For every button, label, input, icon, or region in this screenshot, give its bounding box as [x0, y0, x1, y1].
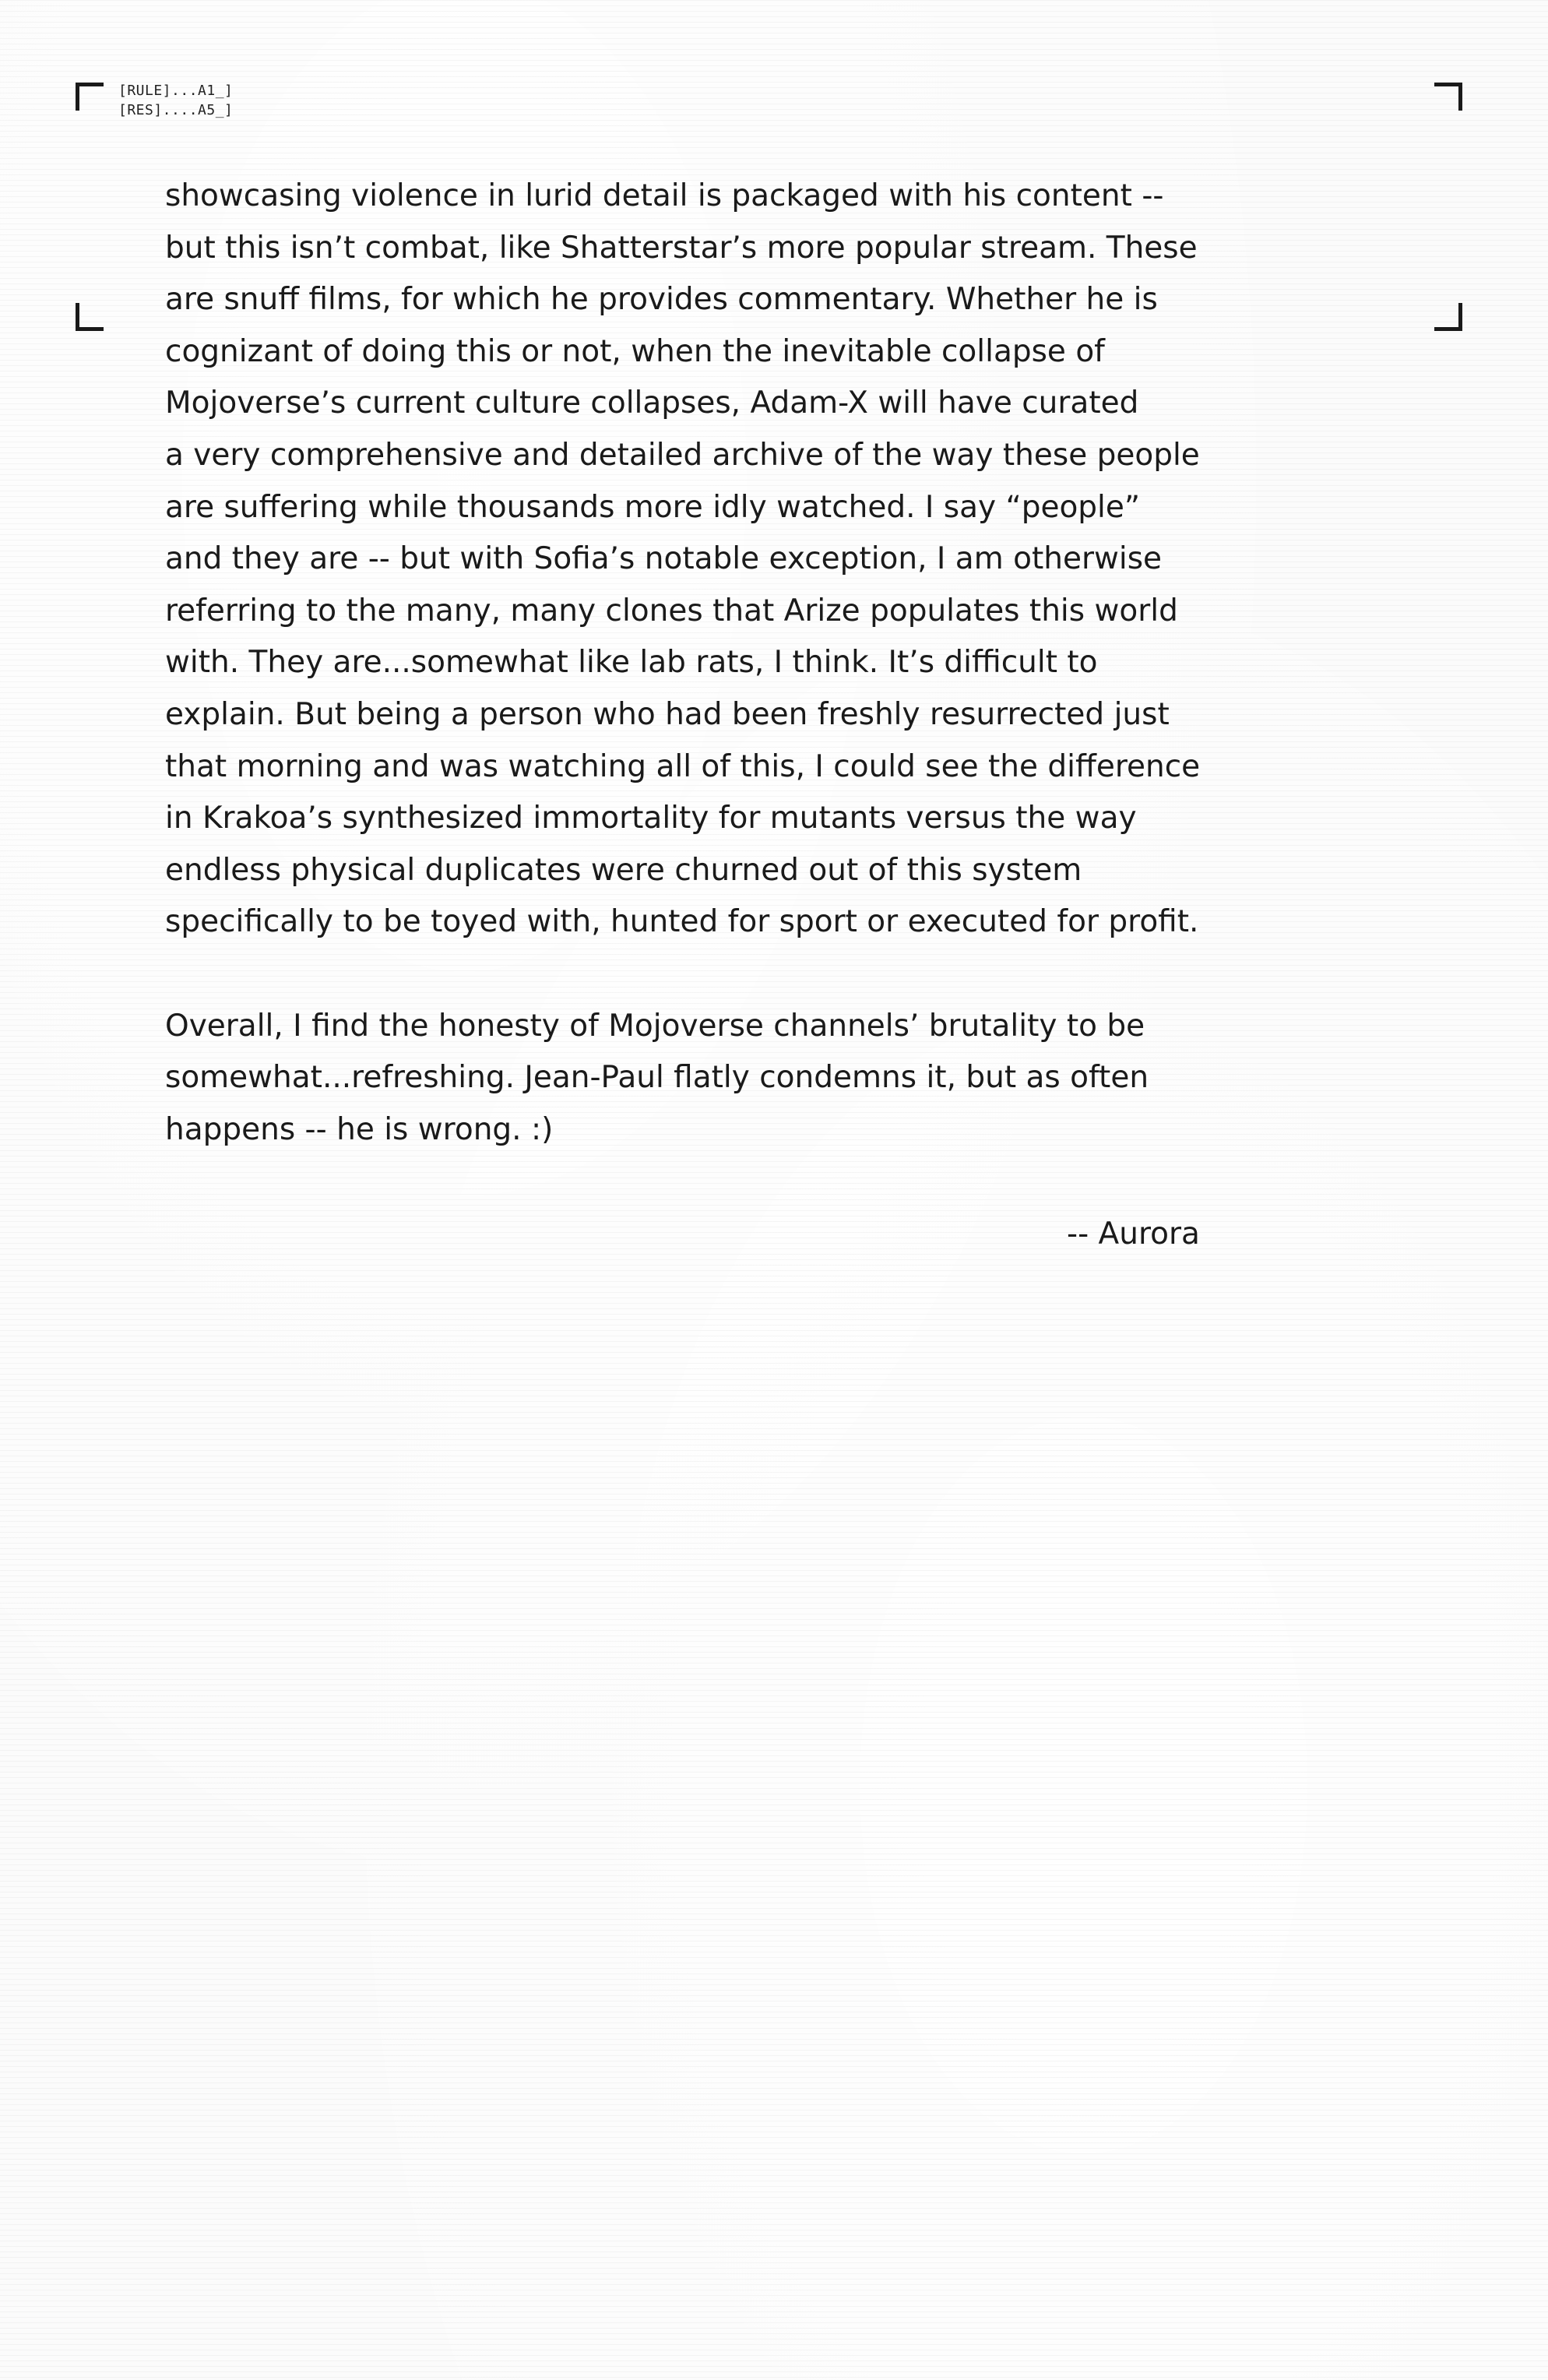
text-line: in Krakoa’s synthesized immortality for mutants versus the way	[165, 801, 1137, 836]
text-line: and they are -- but with Sofia’s notable exception, I am otherwise	[165, 541, 1163, 577]
text-line: are suffering while thousands more idly watched. I say “people”	[165, 489, 1141, 525]
signature: -- Aurora	[1067, 1216, 1200, 1252]
paragraph-2	[165, 1001, 1380, 1157]
text-line: showcasing violence in lurid detail is packaged with his content --	[165, 178, 1164, 213]
crop-mark-top-left	[76, 83, 104, 111]
text-line: a very comprehensive and detailed archive of the way these people	[165, 437, 1200, 473]
text-line: Overall, I find the honesty of Mojoverse channels’ brutality to be	[165, 1008, 1145, 1044]
paragraph-gap	[165, 949, 1380, 1001]
text-line: with. They are...somewhat like lab rats, I think. It’s difficult to	[165, 645, 1098, 681]
header-codes	[118, 81, 233, 120]
text-line: somewhat...refreshing. Jean-Paul flatly condemns it, but as often	[165, 1060, 1149, 1096]
crop-mark-bottom-right	[1434, 303, 1462, 331]
text-line: are snuff films, for which he provides commentary. Whether he is	[165, 282, 1158, 318]
text-line: but this isn’t combat, like Shatterstar’s more popular stream. These	[165, 230, 1198, 266]
header-code-res: [RES]....A5_]	[118, 102, 234, 118]
text-line: happens -- he is wrong. :)	[165, 1111, 554, 1147]
text-line: endless physical duplicates were churned out of this system	[165, 852, 1082, 888]
document-body	[165, 171, 1380, 1156]
text-line: cognizant of doing this or not, when the inevitable collapse of	[165, 333, 1105, 369]
text-line: explain. But being a person who had been freshly resurrected just	[165, 696, 1170, 732]
text-line: that morning and was watching all of this, I could see the difference	[165, 748, 1201, 784]
crop-mark-top-right	[1434, 83, 1462, 111]
text-line: referring to the many, many clones that Arize populates this world	[165, 593, 1178, 628]
text-line: specifically to be toyed with, hunted for sport or executed for profit.	[165, 904, 1199, 940]
header-code-rule: [RULE]...A1_]	[118, 83, 234, 99]
paragraph-1	[165, 171, 1380, 949]
text-line: Mojoverse’s current culture collapses, Adam-X will have curated	[165, 386, 1139, 421]
crop-mark-bottom-left	[76, 303, 104, 331]
